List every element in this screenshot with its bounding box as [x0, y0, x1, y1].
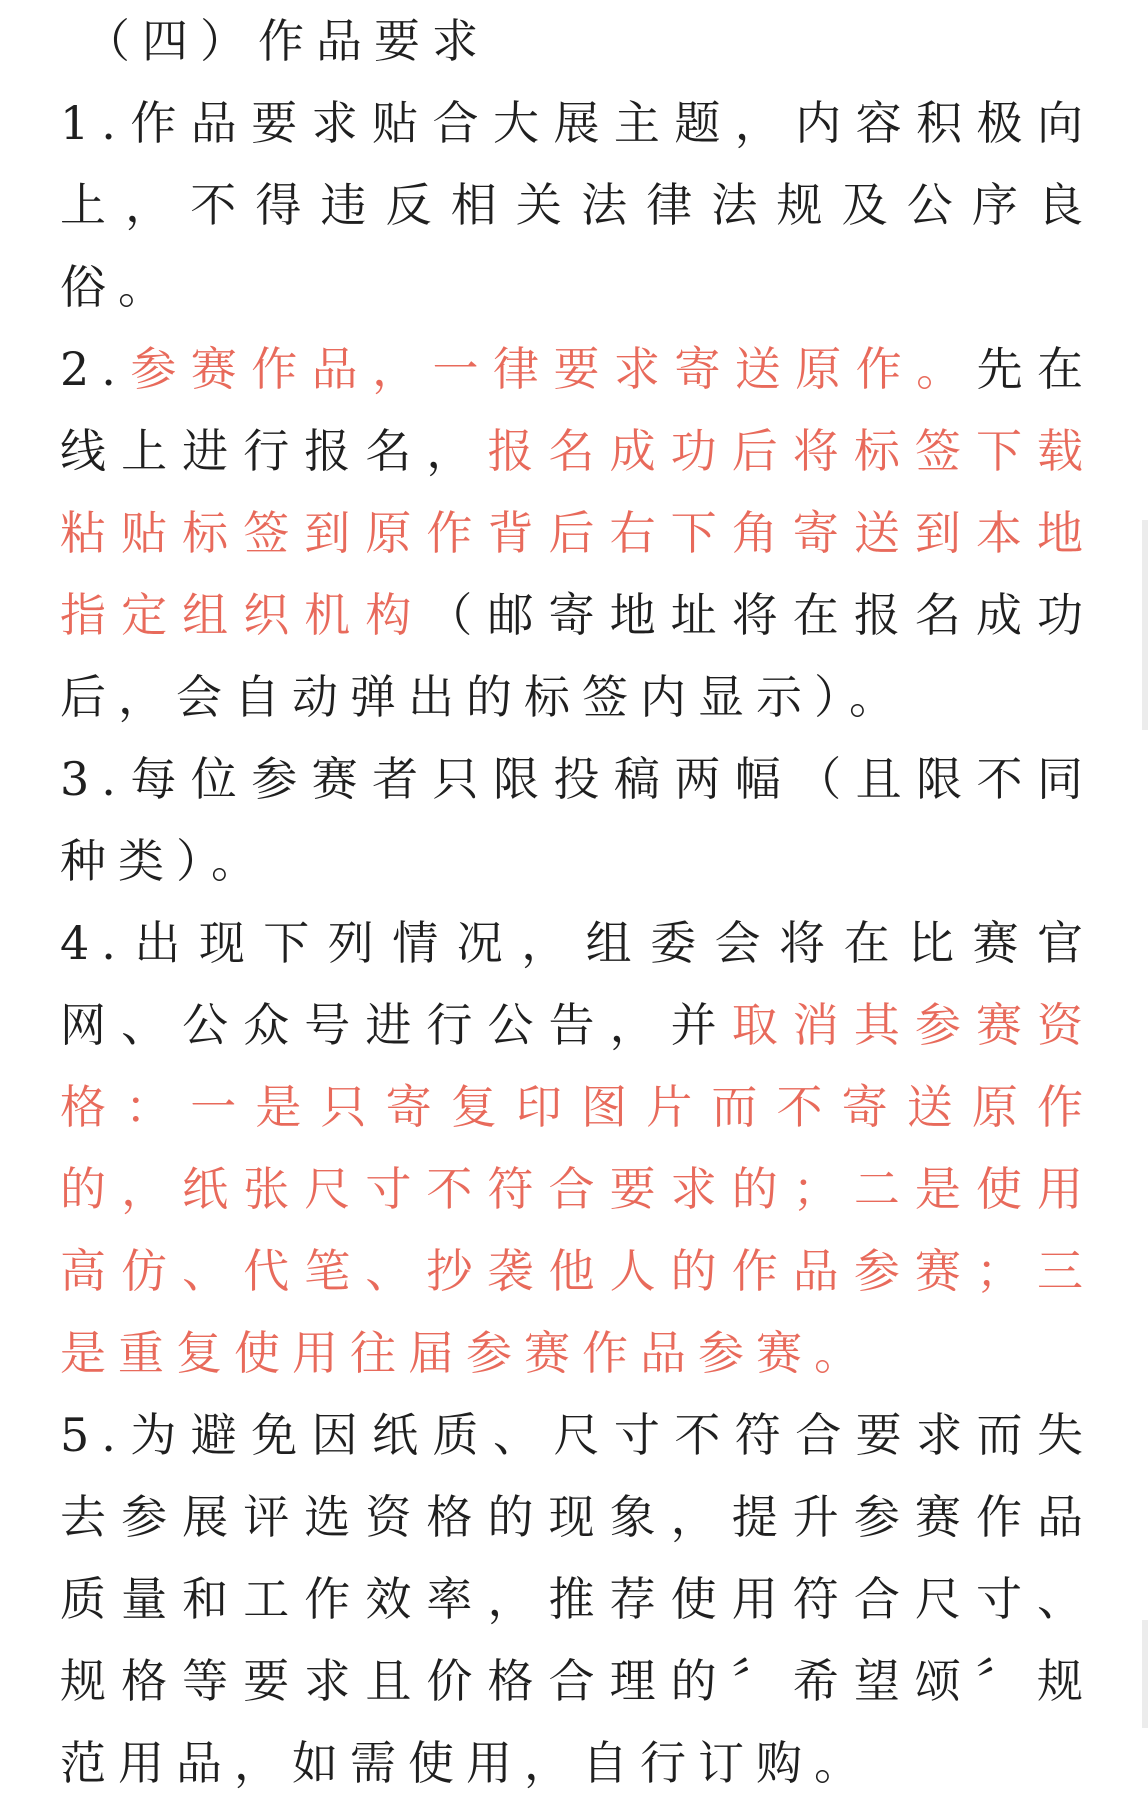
item-2-highlight-label-instructions: 报名成功后将标签下载粘贴标签到原作背后右下角寄送到本地指定组织机构	[60, 424, 1095, 642]
section-heading: （四）作品要求	[84, 14, 490, 68]
requirement-item-4	[60, 902, 1095, 1394]
item-2-mailing-note: （邮寄地址将在报名成功后，会自动弹出的标签内显示）。	[60, 588, 1095, 724]
scrollbar-track-segment-lower	[1142, 1620, 1148, 1728]
item-4-highlight-disqualification: 取消其参赛资格：一是只寄复印图片而不寄送原作的，纸张尺寸不符合要求的；二是使用高仿、代笔、抄袭他人的作品参赛；三是重复使用往届参赛作品参赛。	[60, 998, 1095, 1380]
scrollbar-track-segment	[1142, 520, 1148, 730]
item-4-intro: 4.出现下列情况，组委会将在比赛官网、公众号进行公告，并	[60, 916, 1095, 1052]
item-2-register-online: 先在线上进行报名，	[60, 342, 1096, 478]
requirement-item-3: 3.每位参赛者只限投稿两幅（且限不同种类）。	[60, 752, 1095, 888]
item-2-highlight-original-work: 参赛作品，一律要求寄送原作。	[127, 342, 977, 396]
requirement-item-2	[60, 328, 1095, 738]
document-body	[60, 0, 1095, 1804]
item-2-number: 2.	[60, 342, 128, 396]
requirement-item-5: 5.为避免因纸质、尺寸不符合要求而失去参展评选资格的现象，提升参赛作品质量和工作效率，推荐使用符合尺寸、规格等要求且价格合理的〞希望颂〞规范用品，如需使用，自行订购。	[60, 1408, 1095, 1790]
requirement-item-1: 1.作品要求贴合大展主题，内容积极向上，不得违反相关法律法规及公序良俗。	[60, 96, 1095, 314]
